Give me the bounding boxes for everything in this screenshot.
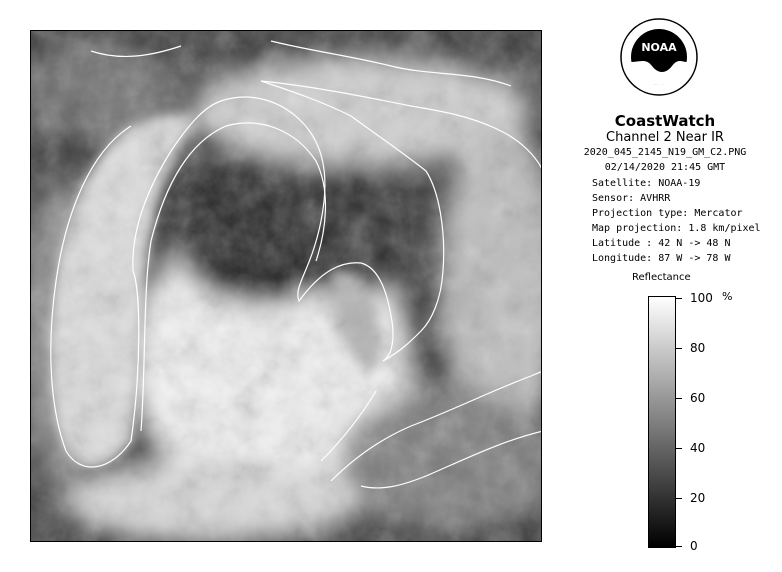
- colorbar-tick-label: 20: [690, 491, 706, 505]
- colorbar-tick-label: 80: [690, 341, 706, 355]
- image-filename: 2020_045_2145_N19_GM_C2.PNG: [583, 147, 747, 158]
- colorbar-tick-label: 40: [690, 441, 706, 455]
- colorbar-unit: %: [722, 290, 733, 303]
- satellite-image: [30, 30, 542, 542]
- channel-subtitle: Channel 2 Near IR: [606, 130, 724, 145]
- colorbar-tick: [676, 348, 682, 349]
- map-projection-label: Map projection: 1.8 km/pixel: [592, 223, 761, 234]
- longitude-label: Longitude: 87 W -> 78 W: [592, 253, 731, 264]
- noaa-emblem: [620, 18, 698, 96]
- reflectance-colorbar: [648, 296, 676, 548]
- colorbar-tick: [676, 398, 682, 399]
- product-title: CoastWatch: [614, 112, 716, 130]
- colorbar-tick-label: 100: [690, 291, 713, 305]
- projection-type-label: Projection type: Mercator: [592, 208, 743, 219]
- noaa-logo-text: NOAA: [641, 41, 677, 54]
- noaa-logo: [620, 18, 698, 96]
- satellite-image-svg: [31, 31, 542, 542]
- colorbar-tick: [676, 448, 682, 449]
- colorbar-tick-label: 0: [690, 539, 698, 553]
- colorbar-tick-label: 60: [690, 391, 706, 405]
- colorbar-tick: [676, 498, 682, 499]
- observation-datetime: 02/14/2020 21:45 GMT: [604, 162, 726, 173]
- latitude-label: Latitude : 42 N -> 48 N: [592, 238, 731, 249]
- colorbar-tick: [676, 546, 682, 547]
- sensor-label: Sensor: AVHRR: [592, 193, 671, 204]
- colorbar-tick: [676, 298, 682, 299]
- colorbar-label: Reflectance: [632, 272, 691, 283]
- satellite-label: Satellite: NOAA-19: [592, 178, 701, 189]
